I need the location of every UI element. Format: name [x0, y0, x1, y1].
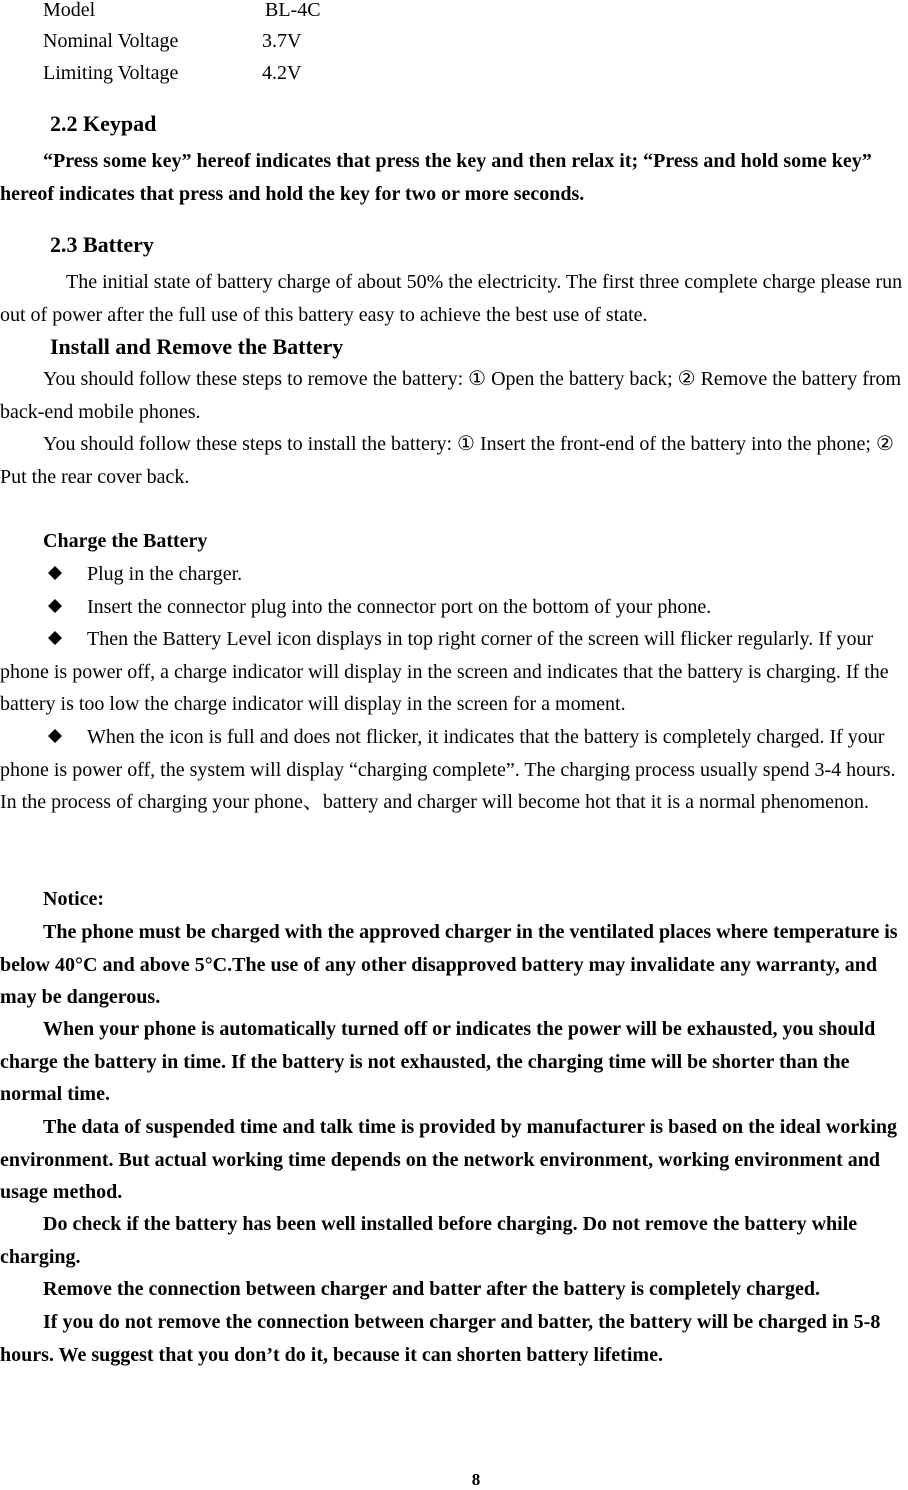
spec-value: 4.2V [262, 62, 302, 84]
section-heading-battery: 2.3 Battery [50, 232, 154, 257]
charge-bullet-item [0, 623, 905, 721]
section-heading-install-remove: Install and Remove the Battery [50, 334, 344, 359]
keypad-paragraph: “Press some key” hereof indicates that press the key and then relax it; “Press and hold some key” hereof indicates that press and hold the key for two or more seconds. [0, 150, 872, 205]
page-number: 8 [471, 1470, 481, 1489]
spec-label: Nominal Voltage [43, 30, 179, 52]
charge-bullet-item [0, 558, 905, 591]
notice-paragraph: When your phone is automatically turned off or indicates the power will be exhausted, you should charge the battery in time. If the battery is not exhausted, the charging time will be shorter than the normal time. [0, 1018, 876, 1105]
charge-bullet-text: Plug in the charger. [87, 563, 243, 585]
charge-bullet-text: Insert the connector plug into the connector port on the bottom of your phone. [87, 596, 712, 618]
spec-label: Limiting Voltage [43, 62, 179, 84]
notice-paragraph: Do check if the battery has been well installed before charging. Do not remove the battery while charging. [0, 1213, 858, 1268]
charge-bullet-item [0, 721, 905, 819]
section-heading-keypad: 2.2 Keypad [50, 111, 157, 136]
charge-bullet-text: When the icon is full and does not flicker, it indicates that the battery is completely charged. If your phone is power off, the system will display “charging complete”. The charging process usually spend 3-4 hours. In the process of charging your phone、battery and charger will become hot that it is a normal phenomenon. [0, 726, 896, 813]
notice-paragraph: The data of suspended time and talk time is provided by manufacturer is based on the ideal working environment. But actual working time depends on the network environment, working environment and usage method. [0, 1116, 897, 1203]
spec-value: BL-4C [265, 0, 321, 21]
diamond-bullet-icon [48, 729, 62, 743]
notice-paragraph: The phone must be charged with the approved charger in the ventilated places where temperature is below 40°C and above 5°C.The use of any other disapproved battery may invalidate any warranty, and may be dangerous. [0, 921, 898, 1008]
charge-bullet-text: Then the Battery Level icon displays in top right corner of the screen will flicker regularly. If your phone is power off, a charge indicator will display in the screen and indicates that the battery is charging. If the battery is too low the charge indicator will display in the screen for a moment. [0, 628, 889, 715]
install-battery-paragraph: You should follow these steps to install the battery: ① Insert the front-end of the battery into the phone; ② Put the rear cover back. [0, 433, 894, 488]
spec-value: 3.7V [262, 30, 302, 52]
notice-heading: Notice: [43, 888, 105, 910]
notice-paragraph: Remove the connection between charger and batter after the battery is completely charged. [43, 1278, 821, 1300]
diamond-bullet-icon [48, 599, 62, 613]
charge-bullet-item [0, 591, 905, 624]
battery-paragraph: The initial state of battery charge of about 50% the electricity. The first three complete charge please run out of power after the full use of this battery easy to achieve the best use of state. [0, 271, 903, 326]
remove-battery-paragraph: You should follow these steps to remove the battery: ① Open the battery back; ② Remove the battery from back-end mobile phones. [0, 368, 902, 423]
notice-paragraph: If you do not remove the connection between charger and batter, the battery will be charged in 5-8 hours. We suggest that you don’t do it, because it can shorten battery lifetime. [0, 1311, 881, 1366]
spec-label: Model [43, 0, 96, 21]
diamond-bullet-icon [48, 631, 62, 645]
diamond-bullet-icon [48, 566, 62, 580]
charge-battery-heading: Charge the Battery [43, 530, 208, 552]
